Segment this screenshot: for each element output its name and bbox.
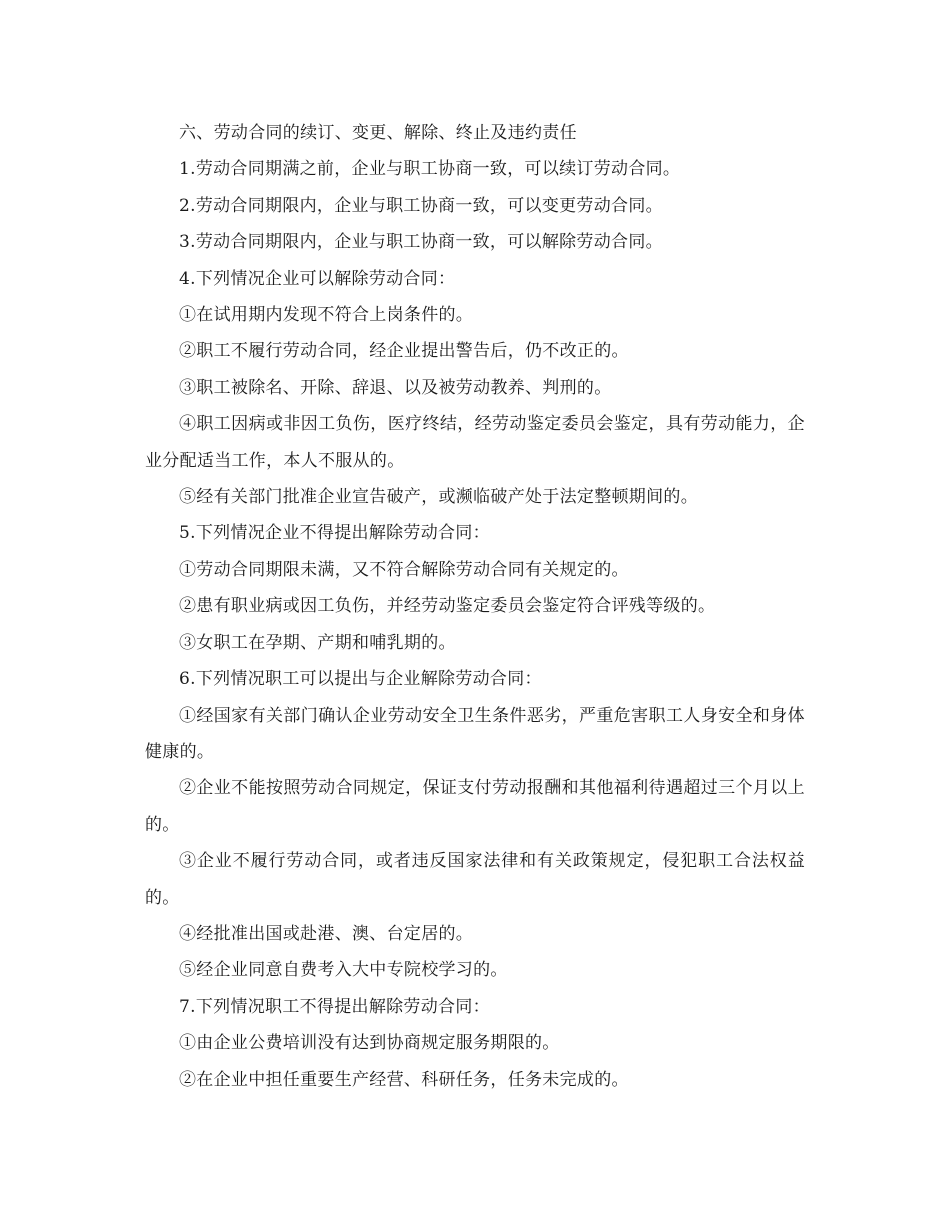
- clause-2: 2.劳动合同期限内，企业与职工协商一致，可以变更劳动合同。: [179, 195, 663, 216]
- clause-6-item-1: ①经国家有关部门确认企业劳动安全卫生条件恶劣，严重危害职工人身安全和身体健康的。: [145, 705, 805, 762]
- clause-4-item-5: ⑤经有关部门批准企业宣告破产，或濒临破产处于法定整顿期间的。: [179, 487, 698, 508]
- clause-3: 3.劳动合同期限内，企业与职工协商一致，可以解除劳动合同。: [179, 232, 663, 253]
- clause-6-item-2: ②企业不能按照劳动合同规定，保证支付劳动报酬和其他福利待遇超过三个月以上的。: [145, 778, 805, 835]
- clause-4-item-2: ②职工不履行劳动合同，经企业提出警告后，仍不改正的。: [179, 341, 629, 362]
- clause-4: 4.下列情况企业可以解除劳动合同：: [179, 268, 456, 289]
- clause-5-item-2: ②患有职业病或因工负伤，并经劳动鉴定委员会鉴定符合评残等级的。: [179, 596, 716, 617]
- clause-7-item-1: ①由企业公费培训没有达到协商规定服务期限的。: [179, 1033, 560, 1054]
- clause-7: 7.下列情况职工不得提出解除劳动合同：: [179, 996, 490, 1017]
- document-body: [145, 115, 805, 1098]
- clause-6-item-3: ③企业不履行劳动合同，或者违反国家法律和有关政策规定，侵犯职工合法权益的。: [145, 851, 805, 908]
- clause-6: 6.下列情况职工可以提出与企业解除劳动合同：: [179, 669, 542, 690]
- clause-6-item-5: ⑤经企业同意自费考入大中专院校学习的。: [179, 960, 508, 981]
- section-heading: 六、劳动合同的续订、变更、解除、终止及违约责任: [179, 123, 577, 143]
- clause-5-item-1: ①劳动合同期限未满，又不符合解除劳动合同有关规定的。: [179, 559, 629, 580]
- clause-4-item-3: ③职工被除名、开除、辞退、以及被劳动教养、判刑的。: [179, 377, 612, 398]
- clause-5: 5.下列情况企业不得提出解除劳动合同：: [179, 523, 490, 544]
- clause-4-item-4: ④职工因病或非因工负伤，医疗终结，经劳动鉴定委员会鉴定，具有劳动能力，企业分配适当工作，本人不服从的。: [145, 414, 805, 471]
- clause-6-item-4: ④经批准出国或赴港、澳、台定居的。: [179, 923, 474, 944]
- clause-4-item-1: ①在试用期内发现不符合上岗条件的。: [179, 305, 474, 326]
- clause-7-item-2: ②在企业中担任重要生产经营、科研任务，任务未完成的。: [179, 1069, 629, 1090]
- clause-5-item-3: ③女职工在孕期、产期和哺乳期的。: [179, 632, 456, 653]
- clause-1: 1.劳动合同期满之前，企业与职工协商一致，可以续订劳动合同。: [179, 159, 681, 180]
